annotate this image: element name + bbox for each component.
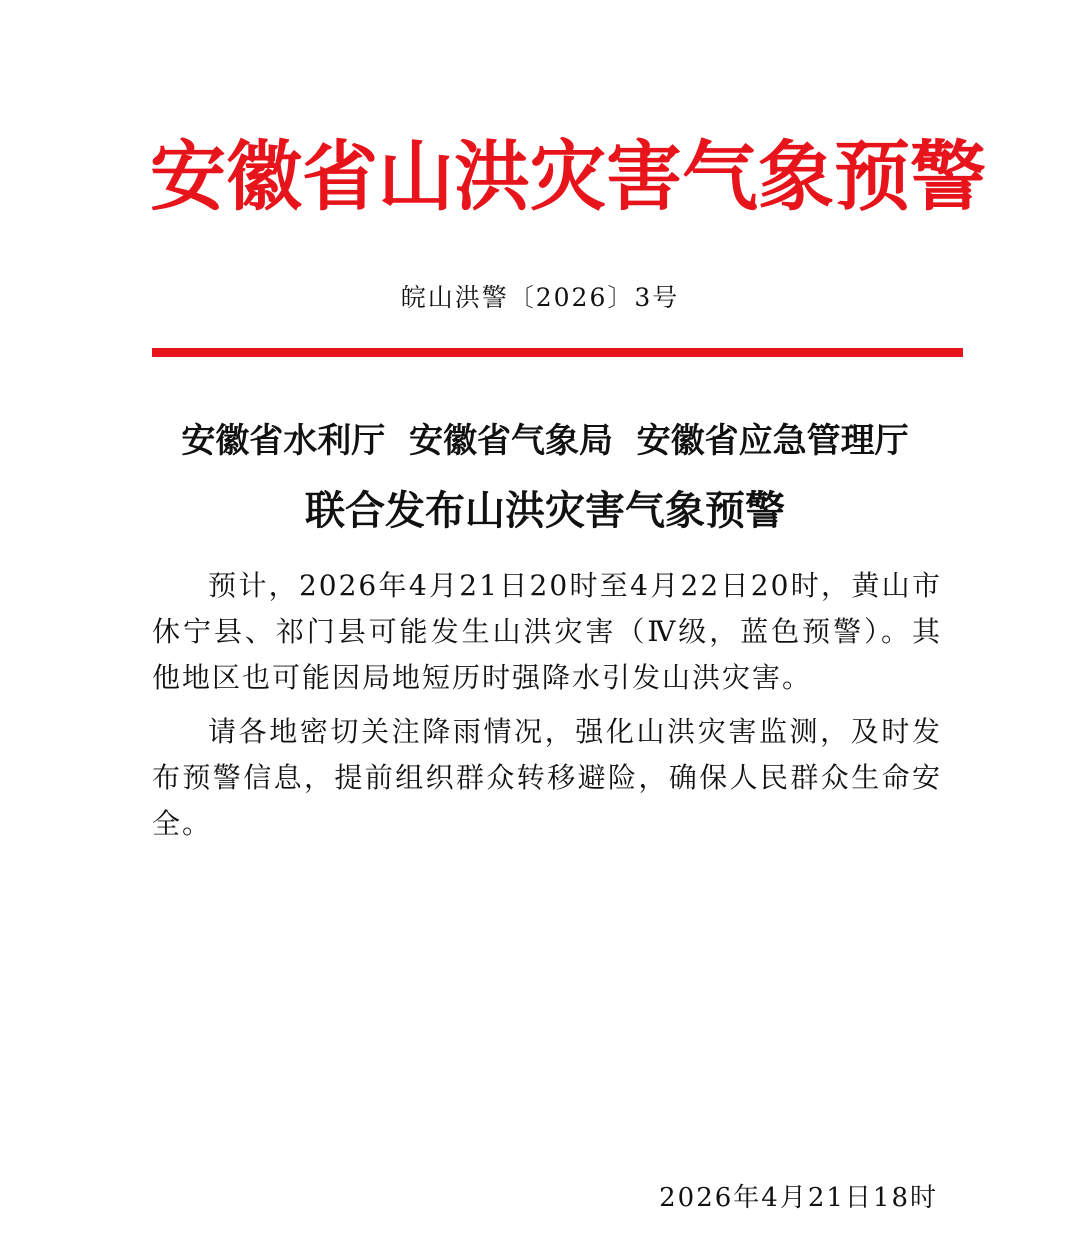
document-body — [152, 563, 942, 855]
body-paragraph-forecast: 预计，2026年4月21日20时至4月22日20时，黄山市休宁县、祁门县可能发生山洪灾害（Ⅳ级，蓝色预警）。其他地区也可能因局地短历时强降水引发山洪灾害。 — [152, 569, 942, 694]
issuing-agencies: 安徽省水利厅 安徽省气象局 安徽省应急管理厅 — [181, 421, 909, 461]
masthead-title: 安徽省山洪灾害气象预警 — [150, 132, 986, 221]
document-heading: 联合发布山洪灾害气象预警 — [305, 487, 785, 534]
body-paragraph-instructions: 请各地密切关注降雨情况，强化山洪灾害监测，及时发布预警信息，提前组织群众转移避险，确保人民群众生命安全。 — [152, 715, 942, 840]
document-number: 皖山洪警〔2026〕3号 — [400, 283, 680, 312]
issue-date: 2026年4月21日18时 — [659, 1183, 938, 1213]
red-divider — [152, 348, 963, 357]
